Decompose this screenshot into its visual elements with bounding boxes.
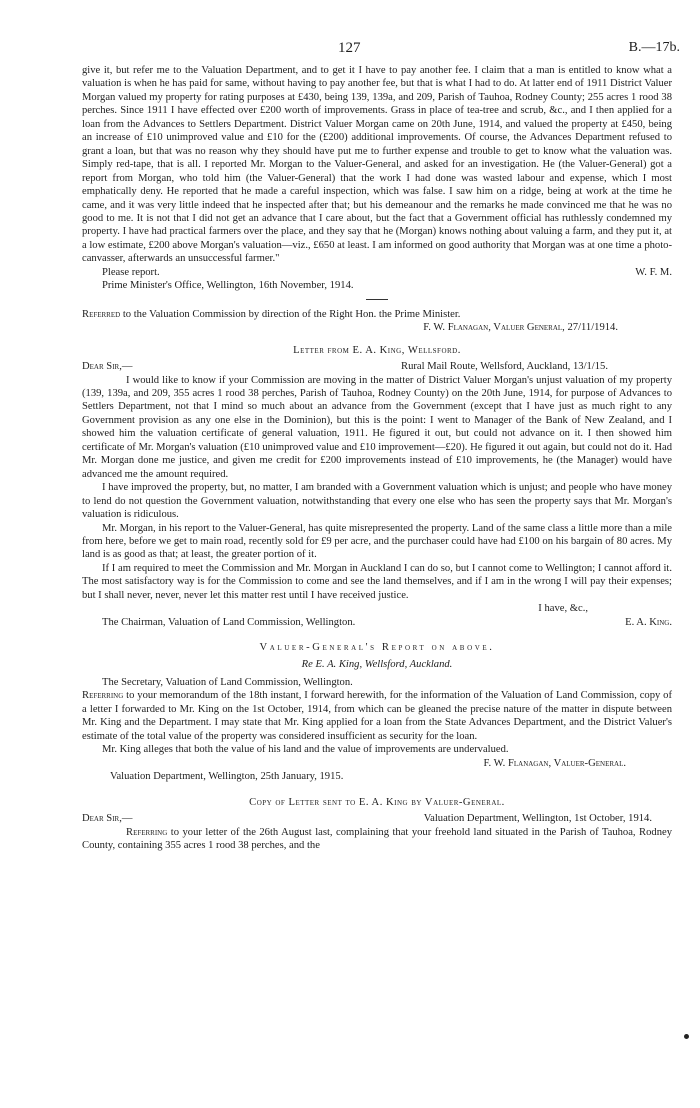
- flanagan-signature: F. W. Flanagan, Valuer General, 27/11/1914.: [423, 322, 618, 334]
- section-divider: [366, 299, 388, 300]
- document-reference: B.—17b.: [628, 40, 680, 55]
- heading-vg-report: Valuer-General's Report on above.: [259, 642, 495, 654]
- king-paragraph: Mr. Morgan, in his report to the Valuer-General, has quite misrepresented the property. Land of the same class a little more than a mile from here, before we get to main road, recently sold for £9 per acre, and the purchaser could have had £100 on his bargain of 80 acres. My land is as good as that; at least, the greater portion of it.: [82, 522, 672, 561]
- final-paragraph-lead: Referring: [126, 826, 168, 838]
- final-paragraph-text: to your letter of the 26th August last, complaining that your freehold land situated in the Parish of Tauhoa, Rodney County, containing 355 acres 1 rood 38 perches, and the: [82, 826, 672, 852]
- salutation: Dear Sir,—: [82, 361, 133, 373]
- page-mark: [684, 1034, 689, 1039]
- page-number: 127: [338, 40, 361, 56]
- heading-copy-letter: Copy of Letter sent to E. A. King by Valuer-General.: [249, 796, 505, 808]
- secretary-line: The Secretary, Valuation of Land Commission, Wellington.: [102, 677, 353, 689]
- flanagan-signature: F. W. Flanagan, Valuer-General.: [483, 757, 626, 769]
- sender-address: Valuation Department, Wellington, 1st October, 1914.: [423, 813, 652, 825]
- addressee: The Chairman, Valuation of Land Commission, Wellington.: [102, 616, 356, 628]
- referred-text: to the Valuation Commission by direction of the Right Hon. the Prime Minister.: [120, 308, 461, 320]
- king-paragraph: I would like to know if your Commission are moving in the matter of District Valuer Morgan's unjust valuation of my property (139, 139a, and 209, 355 acres 1 rood 38 perches, Parish of Tauhoa, Rodney County) on the 20th June, 1914, for purpose of Advances to Settlers Department, not that I mind so much about an advance from the Government (except that I have just as much right to any Government provision as any one else in the Dominion), but this is the point: I went to Manager of the Bank of New Zealand, and I showed him the valuation certificate of general valuation, 1911. He figured it out, but could not advance on it. I then showed him certificate of Mr. Morgan's valuation (£10 unimproved value and £10 improvement—£20). He figured it out again, but could not do it. Had Mr. Morgan done me justice, and given me credit for £200 improvements instead of £10 improvements, he (the Manager) would have advanced me the amount required.: [82, 374, 672, 480]
- closing-line: I have, &c.,: [538, 603, 588, 615]
- sender-address: Rural Mail Route, Wellsford, Auckland, 13/1/15.: [401, 361, 608, 373]
- salutation: Dear Sir,—: [82, 813, 133, 825]
- vg-paragraph: [82, 689, 672, 743]
- page-header: [0, 40, 700, 60]
- document-body: [82, 64, 672, 852]
- king-paragraph: I have improved the property, but, no matter, I am branded with a Government valuation which is unjust; and people who have money to lend do not question the Government valuation, notwithstanding that every one else who has seen the property says that Mr. Morgan's valuation is ridiculous.: [82, 482, 672, 521]
- re-line: Re E. A. King, Wellsford, Auckland.: [301, 658, 453, 670]
- vg-paragraph: Mr. King alleges that both the value of his land and the value of improvements are undervalued.: [102, 744, 509, 756]
- king-signature: E. A. King.: [625, 616, 672, 628]
- pm-office-line: Prime Minister's Office, Wellington, 16th November, 1914.: [102, 280, 354, 292]
- referred-lead: Referred: [82, 308, 121, 320]
- king-paragraph: If I am required to meet the Commission and Mr. Morgan in Auckland I can do so, but I cannot come to Wellington; I cannot afford it. The most satisfactory way is for the Commission to come and see the land themselves, and if I am in the wrong I will pay their expenses; but I shall never, never, never let this matter rest until I have received justice.: [82, 562, 672, 601]
- vg-paragraph-lead: Referring: [82, 690, 124, 702]
- please-report-row: [82, 266, 672, 279]
- salutation-row: [82, 812, 672, 825]
- please-report: Please report.: [102, 266, 160, 278]
- initials-signature: W. F. M.: [635, 266, 672, 278]
- salutation-row: [82, 360, 672, 373]
- addressee-row: [82, 616, 672, 629]
- final-paragraph: [82, 826, 672, 853]
- vg-paragraph-text: to your memorandum of the 18th instant, I forward herewith, for the information of the Valuation of Land Commission, copy of a letter I forwarded to Mr. King on the 1st October, 1914, from which can be gleaned the precise nature of the matter in dispute between Mr. King and the Department. I may state that Mr. King applied for a loan from the State Advances Department, and the District Valuer's estimate of the total value of the property was considered insufficient as security for the loan.: [82, 690, 672, 742]
- referred-line: [82, 308, 672, 321]
- valuation-dept-line: Valuation Department, Wellington, 25th January, 1915.: [110, 771, 344, 783]
- letter-paragraph: give it, but refer me to the Valuation Department, and to get it I have to pay another fee. I claim that a man is entitled to know what a valuation is when he has paid for same, without having to pay another fee, but that is what I had to do. At latter end of 1911 District Valuer Morgan valued my property for rating purposes at £430, being 139, 139a, and 209, Parish of Tauhoa, Rodney County; 255 acres 1 rood 38 perches. Since 1911 I have effected over £200 worth of improvements. Grass in place of tea-tree and scrub, &c., and I then applied for a loan from the Advances to Settlers Department. District Valuer Morgan came on 20th June, 1914, and valued the property at £450, being an increase of £10 unimproved value and £10 for the (£200) additional improvements. Of course, the Advances Department refused to grant a loan, but that was no reason why they should have put me to further expense and trouble to get to know what the valuation was. Simply red-tape, that is all. I reported Mr. Morgan to the Valuer-General, and asked for an investigation. He (the Valuer-General) got a report from Morgan, who told him (the Valuer-General) that the work I had done was wasted labour and expense, which I most emphatically deny. He reported that he made a careful inspection, which was false. I saw him on a ridge, being at work at the time he came, and it was very little indeed that he inspected after that; but his demeanour and the remarks he made convinced me that he was no good to me. It is not that I did not get an advance that I care about, but the fact that a Government official has ruthlessly condemned my property. I have had practical farmers over the place, and they say that he (Morgan) knows nothing about valuing a farm, and they put it, at a low estimate, £200 above Morgan's valuation—viz., £650 at least. I am informed on good authority that Morgan was at one time a photo-canvasser, afterwards an unsuccessful farmer.": [82, 65, 672, 265]
- heading-king-letter: Letter from E. A. King, Wellsford.: [293, 344, 461, 356]
